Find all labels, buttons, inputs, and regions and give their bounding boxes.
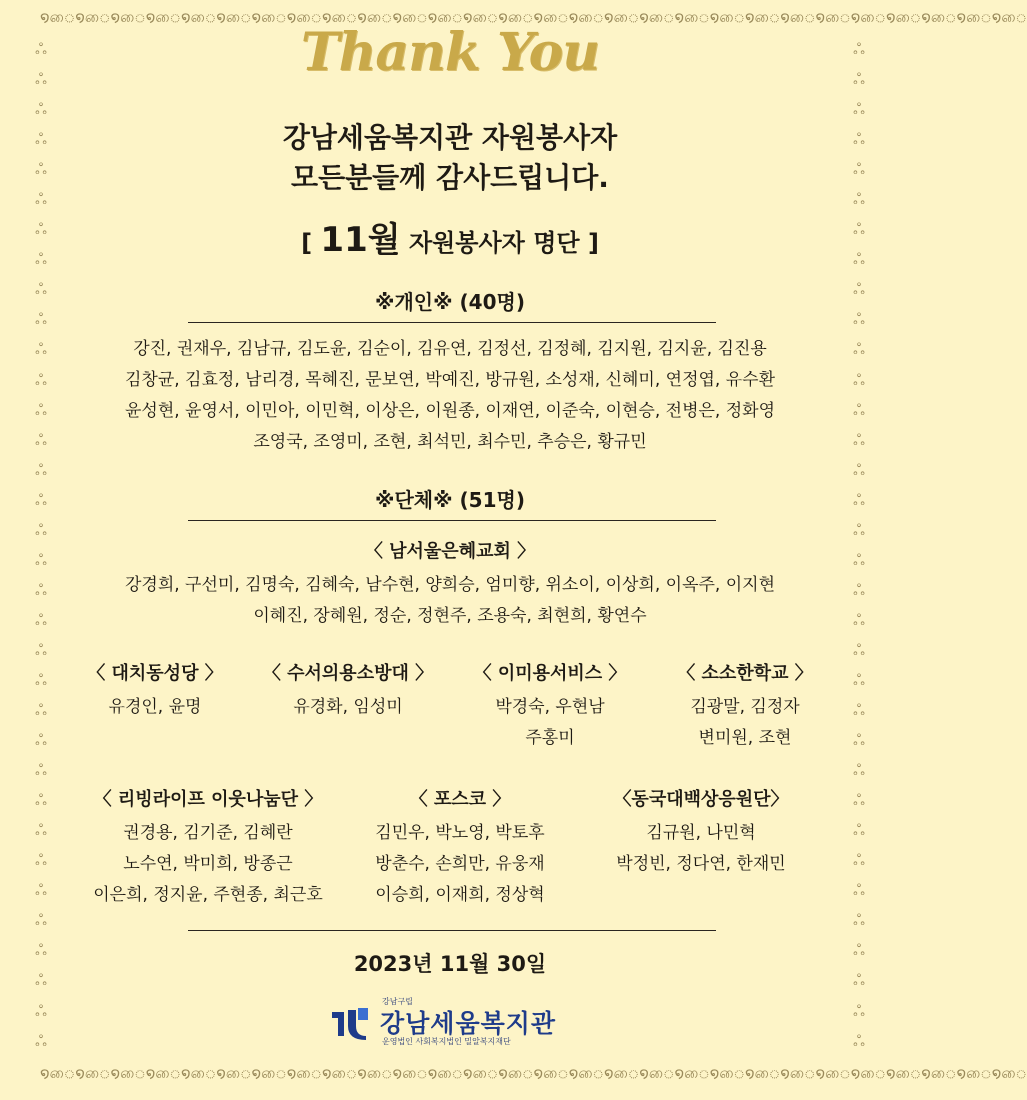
ornament-glyph: ஃ <box>35 550 47 569</box>
name-line: 강경희, 구선미, 김명숙, 김혜숙, 남수현, 양희승, 엄미향, 위소이, 이상희, 이옥주, 이지현 <box>124 575 775 595</box>
ornament-glyph: ஃ <box>853 881 865 900</box>
ornament-glyph: ໑ை <box>639 8 675 26</box>
ornament-glyph: ஃ <box>35 1001 47 1020</box>
org-name: 〈 대치동성당 〉 <box>87 663 223 684</box>
ornament-glyph: ஃ <box>853 280 865 299</box>
heading-line-2: 모든분들께 감사드립니다. <box>291 161 609 194</box>
ornament-glyph: ஃ <box>35 220 47 239</box>
ornament-glyph: ஃ <box>35 430 47 449</box>
ornament-glyph: ໑ை <box>498 8 534 26</box>
ornament-glyph: ஃ <box>35 100 47 119</box>
ornament-glyph: ໑ை <box>75 1064 111 1082</box>
ornament-glyph: ஃ <box>853 250 865 269</box>
name-line: 강진, 권재우, 김남규, 김도윤, 김순이, 김유연, 김정선, 김정혜, 김지원, 김지윤, 김진용 <box>133 339 767 359</box>
ornament-glyph: ໑ை <box>956 1064 992 1082</box>
name-line: 주홍미 <box>525 728 575 748</box>
ornament-glyph: ஃ <box>853 610 865 629</box>
ornament-glyph: ஃ <box>853 340 865 359</box>
name-line: 김규원, 나민혁 <box>646 823 756 843</box>
name-line: 김민우, 박노영, 박토후 <box>375 823 545 843</box>
org-block-living-life <box>58 782 358 911</box>
ornament-glyph: ஃ <box>35 701 47 720</box>
logo-name: 강남세움복지관 <box>380 1009 557 1038</box>
ornament-glyph: ஃ <box>853 520 865 539</box>
individual-name-list <box>60 334 840 458</box>
ornament-glyph: ໑ை <box>110 8 146 26</box>
ornament-glyph: ໑ை <box>921 8 957 26</box>
org-name: 〈 남서울은혜교회 〉 <box>364 541 536 562</box>
ornament-glyph: ໑ை <box>604 8 640 26</box>
ornament-glyph: ໑ை <box>251 1064 287 1082</box>
logo-mark-icon <box>330 1006 370 1040</box>
ornament-glyph: ஃ <box>853 580 865 599</box>
ornament-glyph: ໑ை <box>639 1064 675 1082</box>
org-block-suseo <box>248 656 448 723</box>
ornament-glyph: ஃ <box>853 911 865 930</box>
ornament-glyph: ஃ <box>35 640 47 659</box>
ornament-glyph: ஃ <box>853 821 865 840</box>
ornament-glyph: ໑ை <box>815 1064 851 1082</box>
ornament-glyph: ஃ <box>35 941 47 960</box>
ornament-glyph: ஃ <box>35 791 47 810</box>
ornament-glyph: ໑ை <box>709 8 745 26</box>
ornament-glyph: ໑ை <box>745 8 781 26</box>
ornament-glyph: ஃ <box>35 70 47 89</box>
issue-date: 2023년 11월 30일 <box>353 952 547 976</box>
individual-divider <box>188 322 716 323</box>
ornament-glyph: ໑ை <box>991 1064 1027 1082</box>
ornament-glyph: ໑ை <box>427 8 463 26</box>
ornament-glyph: ໑ை <box>533 1064 569 1082</box>
org-block-beauty <box>460 656 640 754</box>
ornament-glyph: ஃ <box>853 731 865 750</box>
ornament-glyph: ஃ <box>35 40 47 58</box>
ornament-glyph: ໑ை <box>463 8 499 26</box>
org-block-dongguk <box>590 782 812 880</box>
ornament-glyph: ໑ை <box>709 1064 745 1082</box>
ornament-glyph: ஃ <box>35 340 47 359</box>
ornament-glyph: ஃ <box>35 851 47 870</box>
ornament-glyph: ஃ <box>35 971 47 990</box>
ornament-glyph: ໑ை <box>181 8 217 26</box>
name-line: 이혜진, 장혜원, 정순, 정현주, 조용숙, 최현희, 황연수 <box>253 606 647 626</box>
ornament-glyph: ໑ை <box>498 1064 534 1082</box>
footer-divider <box>188 930 716 931</box>
ornament-glyph: ஃ <box>35 490 47 509</box>
ornament-glyph: ஃ <box>853 1001 865 1020</box>
ornament-glyph: ஃ <box>35 670 47 689</box>
group-divider <box>188 520 716 521</box>
org-name: 〈 리빙라이프 이웃나눔단 〉 <box>93 789 323 810</box>
ornament-glyph: ஃ <box>853 490 865 509</box>
month-bracket-open: [ <box>301 229 313 257</box>
ornament-glyph: ஃ <box>35 370 47 389</box>
ornament-glyph: ஃ <box>853 190 865 209</box>
name-line: 박경숙, 우현남 <box>495 697 605 717</box>
ornament-glyph: ஃ <box>853 640 865 659</box>
ornament-glyph: ஃ <box>853 400 865 419</box>
org-block-soso <box>660 656 830 754</box>
ornament-glyph: ஃ <box>853 460 865 479</box>
ornament-glyph: ஃ <box>853 1031 865 1050</box>
name-line: 유경화, 임성미 <box>293 697 403 717</box>
ornament-glyph: ஃ <box>853 941 865 960</box>
ornament-glyph: ໑ை <box>674 8 710 26</box>
ornament-glyph: ໑ை <box>392 8 428 26</box>
ornament-glyph: ஃ <box>35 250 47 269</box>
org-name: 〈 수서의용소방대 〉 <box>262 663 434 684</box>
ornament-glyph: ໑ை <box>463 1064 499 1082</box>
month-number: 11월 <box>320 220 401 260</box>
ornament-glyph: ஃ <box>35 190 47 209</box>
ornament-glyph: ໑ை <box>181 1064 217 1082</box>
ornament-glyph: ஃ <box>853 851 865 870</box>
org-name: 〈 포스코 〉 <box>409 789 511 810</box>
ornament-glyph: ໑ை <box>815 8 851 26</box>
ornament-glyph: ໑ை <box>357 1064 393 1082</box>
name-line: 김광말, 김정자 <box>690 697 800 717</box>
ornament-glyph: ໑ை <box>568 1064 604 1082</box>
ornament-glyph: ஃ <box>35 460 47 479</box>
ornament-glyph: ஃ <box>35 1031 47 1050</box>
ornament-glyph: ஃ <box>853 971 865 990</box>
thank-you-script-title: Thank You <box>300 22 600 83</box>
month-title <box>0 212 900 261</box>
ornament-glyph: ஃ <box>853 430 865 449</box>
name-line: 박정빈, 정다연, 한재민 <box>616 854 786 874</box>
name-line: 이승희, 이재희, 정상혁 <box>375 885 545 905</box>
ornament-glyph: ஃ <box>35 610 47 629</box>
individual-section-title: ※개인※ (40명) <box>375 290 525 314</box>
heading-line-1: 강남세움복지관 자원봉사자 <box>282 121 618 154</box>
ornament-glyph: ໑ை <box>286 8 322 26</box>
logo-sub-text: 운영법인 사회복지법인 밀알복지재단 <box>382 1037 511 1046</box>
ornament-glyph: ஃ <box>853 701 865 720</box>
ornament-glyph: ໑ை <box>392 1064 428 1082</box>
ornament-glyph: ஃ <box>35 520 47 539</box>
ornament-glyph: ໑ை <box>251 8 287 26</box>
ornament-glyph: ஃ <box>853 791 865 810</box>
ornament-glyph: ஃ <box>853 370 865 389</box>
name-line: 방춘수, 손희만, 유웅재 <box>375 854 545 874</box>
name-line: 노수연, 박미희, 방종근 <box>123 854 293 874</box>
ornament-glyph: ஃ <box>35 400 47 419</box>
ornament-glyph: ໑ை <box>850 1064 886 1082</box>
month-bracket-close: ] <box>587 229 599 257</box>
ornament-glyph: ໑ை <box>850 8 886 26</box>
ornament-glyph: ஃ <box>853 220 865 239</box>
ornament-glyph: ஃ <box>35 911 47 930</box>
ornament-glyph: ໑ை <box>533 8 569 26</box>
group-section-title: ※단체※ (51명) <box>375 488 525 512</box>
ornament-glyph: ஃ <box>853 70 865 89</box>
ornament-glyph: ໑ை <box>286 1064 322 1082</box>
bottom-ornament-border <box>40 1064 1027 1084</box>
ornament-glyph: ໑ை <box>745 1064 781 1082</box>
name-line: 변미원, 조현 <box>698 728 792 748</box>
name-line: 권경용, 김기준, 김혜란 <box>123 823 293 843</box>
ornament-glyph: ஃ <box>35 761 47 780</box>
ornament-glyph: ໑ை <box>604 1064 640 1082</box>
main-heading <box>0 118 900 198</box>
ornament-glyph: ໑ை <box>40 1064 76 1082</box>
ornament-glyph: ໑ை <box>886 8 922 26</box>
ornament-glyph: ໑ை <box>427 1064 463 1082</box>
ornament-glyph: ໑ை <box>357 8 393 26</box>
ornament-glyph: ஃ <box>853 310 865 329</box>
org-block-posco <box>360 782 560 911</box>
org-name: 〈 이미용서비스 〉 <box>473 663 627 684</box>
ornament-glyph: ໑ை <box>780 8 816 26</box>
ornament-glyph: ஃ <box>853 550 865 569</box>
ornament-glyph: ஃ <box>35 310 47 329</box>
ornament-glyph: ஃ <box>853 761 865 780</box>
ornament-glyph: ໑ை <box>145 8 181 26</box>
ornament-glyph: ໑ை <box>216 8 252 26</box>
ornament-glyph: ໑ை <box>110 1064 146 1082</box>
ornament-glyph: ໑ை <box>886 1064 922 1082</box>
name-line: 윤성현, 윤영서, 이민아, 이민혁, 이상은, 이원종, 이재연, 이준숙, 이현승, 전병은, 정화영 <box>124 401 775 421</box>
ornament-glyph: ஃ <box>853 160 865 179</box>
ornament-glyph: ஃ <box>853 130 865 149</box>
organization-logo <box>330 996 570 1052</box>
ornament-glyph: ໑ை <box>956 8 992 26</box>
logo-top-text: 강남구립 <box>382 997 413 1006</box>
org-block-church <box>60 534 840 632</box>
ornament-glyph: ໑ை <box>780 1064 816 1082</box>
org-block-daechi <box>70 656 240 723</box>
ornament-glyph: ໑ை <box>75 8 111 26</box>
ornament-glyph: ஃ <box>853 40 865 58</box>
ornament-glyph: ஃ <box>35 580 47 599</box>
org-name: 〈동국대백상응원단〉 <box>613 789 789 810</box>
ornament-glyph: ஃ <box>35 731 47 750</box>
ornament-glyph: ஃ <box>35 821 47 840</box>
ornament-glyph: ໑ை <box>40 8 76 26</box>
ornament-glyph: ஃ <box>35 160 47 179</box>
ornament-glyph: ໑ை <box>145 1064 181 1082</box>
name-line: 이은희, 정지윤, 주현종, 최근호 <box>93 885 323 905</box>
ornament-glyph: ໑ை <box>322 8 358 26</box>
ornament-glyph: ஃ <box>35 881 47 900</box>
ornament-glyph: ஃ <box>853 100 865 119</box>
ornament-glyph: ໑ை <box>921 1064 957 1082</box>
ornament-glyph: ໑ை <box>216 1064 252 1082</box>
name-line: 유경인, 윤명 <box>108 697 202 717</box>
name-line: 조영국, 조영미, 조현, 최석민, 최수민, 추승은, 황규민 <box>253 432 647 452</box>
ornament-glyph: ஃ <box>35 130 47 149</box>
ornament-glyph: ໑ை <box>322 1064 358 1082</box>
month-title-text: 자원봉사자 명단 <box>408 229 580 257</box>
ornament-glyph: ໑ை <box>568 8 604 26</box>
ornament-glyph: ஃ <box>853 670 865 689</box>
name-line: 김창균, 김효정, 남리경, 목혜진, 문보연, 박예진, 방규원, 소성재, 신혜미, 연정엽, 유수환 <box>124 370 775 390</box>
org-name: 〈 소소한학교 〉 <box>677 663 813 684</box>
ornament-glyph: ஃ <box>35 280 47 299</box>
ornament-glyph: ໑ை <box>674 1064 710 1082</box>
ornament-glyph: ໑ை <box>991 8 1027 26</box>
